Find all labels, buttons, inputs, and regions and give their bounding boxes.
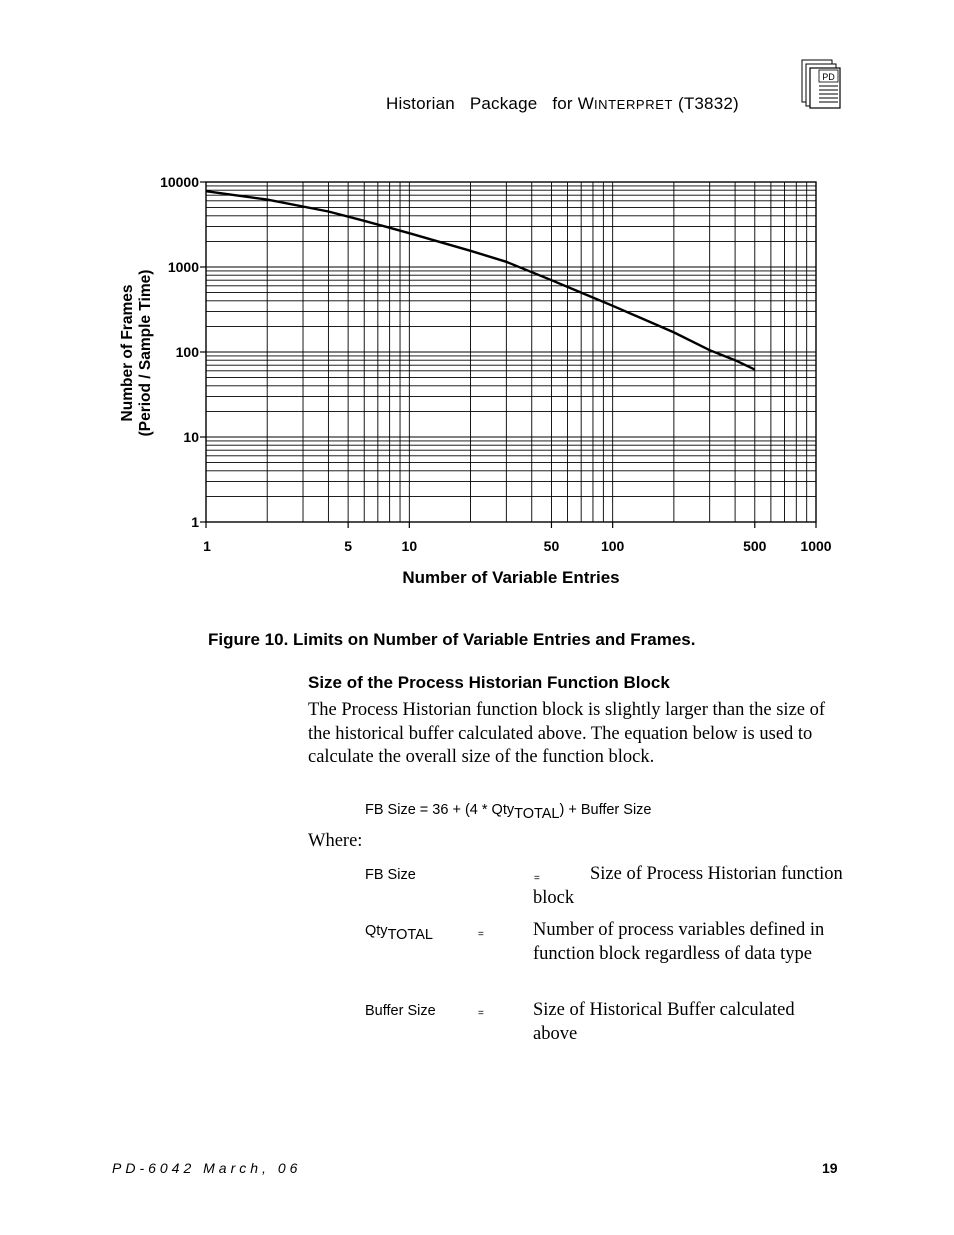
definition-term-buffer-size: Buffer Size — [365, 1003, 436, 1019]
x-axis-label: Number of Variable Entries — [402, 568, 620, 587]
definition-term-subscript: TOTAL — [387, 927, 433, 943]
y-tick-label: 100 — [175, 344, 199, 360]
y-axis-label-line1: Number of Frames — [119, 284, 136, 422]
logo-text: PD — [822, 72, 835, 82]
x-tick-label: 10 — [401, 538, 418, 554]
definition-desc-fb-size: Size of Process Historian function block — [533, 864, 843, 908]
x-tick-label: 1 — [203, 538, 211, 554]
frames-vs-entries-chart — [110, 170, 850, 600]
header-word-historian: Historian — [386, 94, 455, 113]
x-tick-label: 5 — [344, 538, 353, 554]
x-tick-label: 100 — [600, 538, 625, 554]
definition-term-fb-size: FB Size — [365, 867, 416, 883]
size-equation — [365, 802, 652, 822]
definition-equals: = — [478, 1008, 484, 1019]
pd-logo-icon — [800, 58, 842, 110]
where-label: Where: — [308, 831, 363, 851]
definition-desc-qty-total: Number of process variables defined in function block regardless of data type — [533, 920, 825, 964]
definition-desc-buffer-size: Size of Historical Buffer calculated above — [533, 1000, 795, 1044]
header-product-code: (T3832) — [677, 94, 739, 113]
equation-subscript: TOTAL — [514, 806, 560, 822]
x-tick-label: 50 — [543, 538, 560, 554]
x-tick-label: 500 — [743, 538, 767, 554]
y-tick-label: 1 — [191, 514, 199, 530]
definition-equals: = — [478, 929, 484, 940]
y-tick-label: 1000 — [167, 259, 199, 275]
definition-equals: = — [534, 873, 540, 884]
header-word-package: Package — [469, 94, 538, 113]
footer-page-number: 19 — [822, 1160, 838, 1176]
header-word-for: for W — [552, 94, 594, 113]
definition-term-qty-total — [365, 923, 433, 943]
equation-rhs: ) + Buffer Size — [559, 802, 652, 818]
y-axis-label-line2: (Period / Sample Time) — [137, 269, 154, 437]
definition-term-qty: Qty — [365, 923, 388, 939]
chart-grid — [206, 182, 816, 522]
x-tick-label: 1000 — [800, 538, 832, 554]
body-paragraph: The Process Historian function block is slightly larger than the size of the historical buffer calculated above. The equation below is used to calculate the overall size of the function block. — [308, 700, 826, 767]
x-tick-labels — [203, 538, 832, 554]
figure-caption: Figure 10. Limits on Number of Variable Entries and Frames. — [208, 630, 696, 649]
header-word-interpret: INTERPRET — [593, 97, 674, 112]
y-tick-label: 10 — [183, 429, 199, 445]
section-heading: Size of the Process Historian Function Block — [308, 673, 670, 692]
page-header-title — [386, 94, 739, 114]
equation-lhs: FB Size = 36 + (4 * Qty — [365, 802, 515, 818]
y-tick-label: 10000 — [160, 174, 199, 190]
y-tick-labels — [160, 174, 199, 530]
footer-doc-ref: PD-6042 March, 06 — [112, 1160, 302, 1176]
